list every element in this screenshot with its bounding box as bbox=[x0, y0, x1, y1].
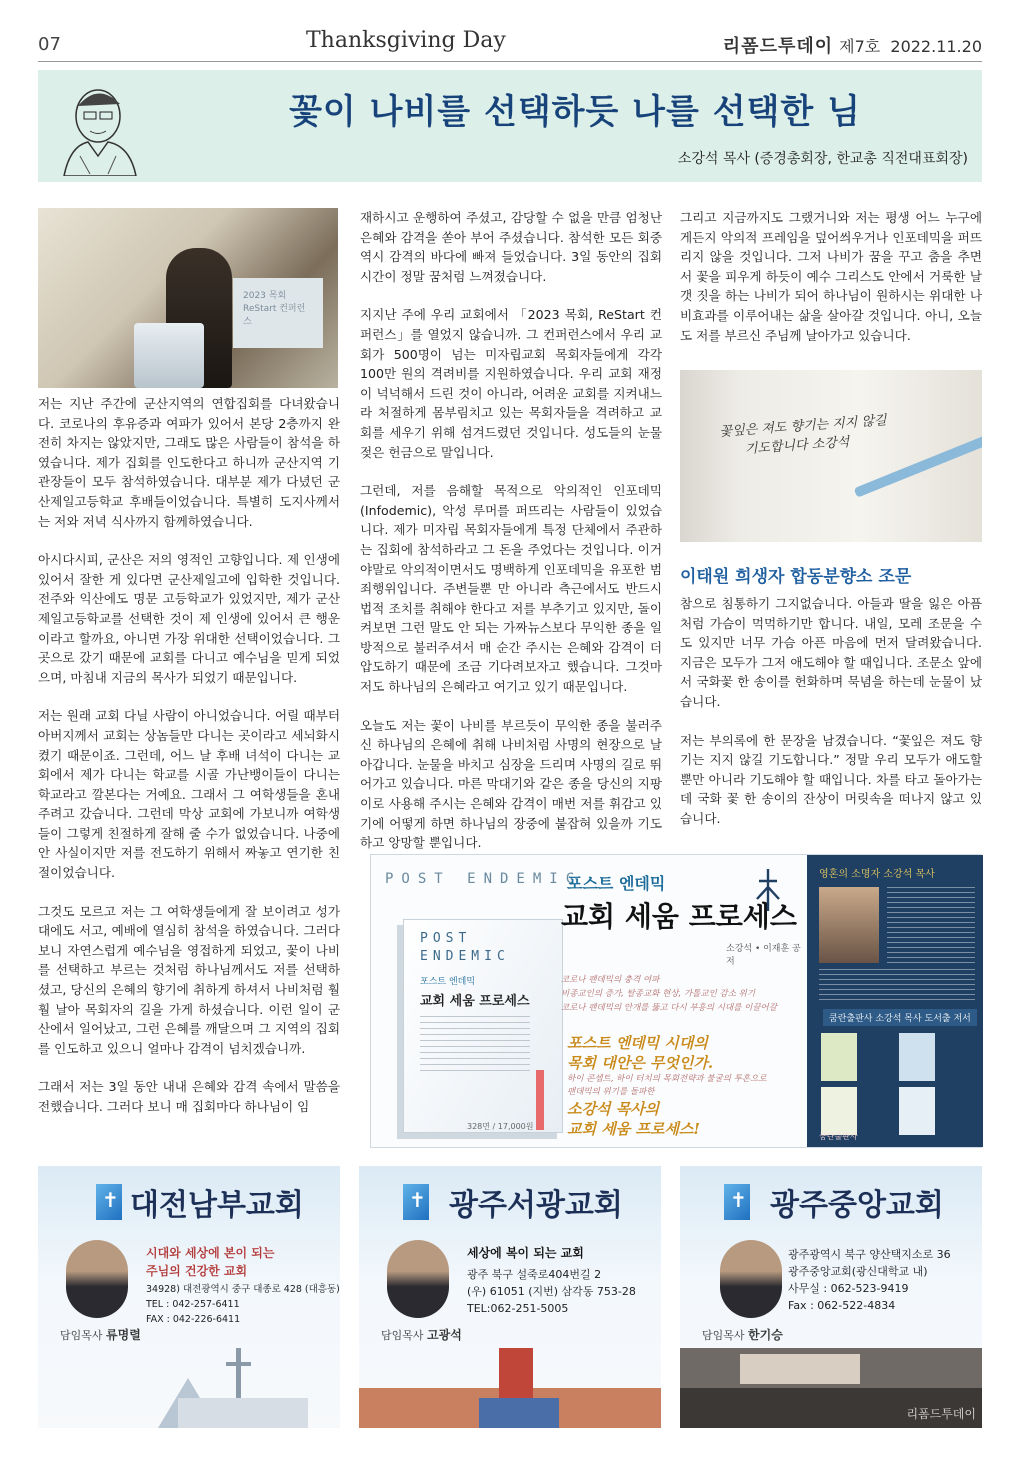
article-column-3b bbox=[680, 594, 982, 848]
ad-author-header: 영혼의 소명자 소강석 목사 bbox=[819, 869, 935, 880]
article-byline: 소강석 목사 (증경총회장, 한교총 직전대표회장) bbox=[677, 151, 968, 167]
issue-date: 2022.11.20 bbox=[890, 37, 982, 56]
pastor-label: 담임목사 고광석 bbox=[381, 1328, 462, 1342]
mini-book-cover bbox=[899, 1033, 935, 1081]
book-advertisement[interactable] bbox=[370, 854, 982, 1148]
article-column-1 bbox=[38, 394, 340, 1136]
handwritten-note: 꽃잎은 져도 향기는 지지 않길 기도합니다 소강석 bbox=[719, 413, 888, 458]
article-photo bbox=[38, 208, 338, 388]
cross-icon bbox=[96, 1184, 122, 1220]
book-cover-text-lines bbox=[420, 1016, 530, 1076]
article-column-3 bbox=[680, 208, 982, 364]
paragraph: 오늘도 저는 꽃이 나비를 부르듯이 무익한 종을 불러주신 하나님의 은혜에 취해 나비처럼 사명의 현장으로 날아갑니다. 눈물을 바치고 심장을 드리며 사명의 길로 뛰어가고 있습니다. 마른 막대기와 같은 종을 당신의 지팡이로 사용해 주시는 은혜와 감격이 매번 저를 휘감고 있기에 어떻게 하면 하나님의 장중에 붙잡혀 있을까 기도하고 앙망할 뿐입니다. bbox=[360, 717, 662, 851]
mini-book-cover bbox=[821, 1033, 857, 1081]
ad-price: 328면 / 17,000원 bbox=[467, 1122, 534, 1131]
paper-name: 리폼드투데이 bbox=[722, 36, 834, 57]
page-header bbox=[38, 28, 982, 62]
condolence-book-photo bbox=[680, 370, 982, 542]
church-contact: 광주 북구 설죽로404번길 2 (우) 61051 (지번) 삼각동 753-28 TEL:062-251-5005 bbox=[467, 1268, 636, 1315]
paragraph: 참으로 침통하기 그지없습니다. 아들과 딸을 잃은 아픔처럼 가슴이 먹먹하기만 합니다. 내일, 모레 조문을 수도 있지만 너무 가슴 아픈 마음에 먼저 달려왔습니다. 지금은 모두가 그저 애도해야 할 때입니다. 조문소 앞에서 국화꽃 한 송이를 헌화하며 묵념을 하는데 눈물이 났습니다. bbox=[680, 596, 982, 709]
paragraph: 재하시고 운행하여 주셨고, 감당할 수 없을 만큼 엄청난 은혜와 감격을 쏟아 부어 주셨습니다. 참석한 모든 회중 역시 감격의 바다에 빠져 들었습니다. 3일 동안의 집회 시간이 정말 꿈처럼 느껴졌습니다. bbox=[360, 210, 662, 284]
church-name: 광주서광교회 bbox=[449, 1188, 623, 1223]
paragraph: 그리고 지금까지도 그랬거니와 저는 평생 어느 누구에게든지 악의적 프레임을 덮어씌우거나 인포데믹을 퍼뜨리지 않을 것입니다. 그저 나비가 꿈을 꾸고 춤을 추면서 꽃을 피우게 하듯이 예수 그리스도 안에서 거룩한 날갯 짓을 하는 나비가 되어 하나님이 원하시는 위대한 나비효과를 이루어내는 삶을 살아갈 것입니다. 아니, 오늘도 저를 부르신 주님께 날아가고 있습니다. bbox=[680, 210, 982, 343]
paragraph: 지지난 주에 우리 교회에서 「2023 목회, ReStart 컨퍼런스」를 열었지 않습니까. 그 컨퍼런스에서 우리 교회가 500명이 넘는 미자립교회 목회자들에게 각각 100만 원의 격려비를 지원하였습니다. 우리 교회 재정이 넉넉해서 드린 것이 아니라, 어려운 교회를 지켜내느라 처절하게 몸부림치고 있는 목회자들을 격려하고 교회를 세우기 위해 섬겨드렸던 것입니다. 성도들의 눈물 젖은 헌금으로 말입니다. bbox=[360, 307, 662, 460]
paragraph: 그것도 모르고 저는 그 여학생들에게 잘 보이려고 성가대에도 서고, 예배에 열심히 참석을 하였습니다. 그러다보니 자연스럽게 예수님을 영접하게 되었고, 꽃이 나비를 선택하고 부르는 것처럼 하나님께서도 저를 선택하셨고, 당신의 은혜의 향기에 취하게 하셔서 나비처럼 훨훨 날아 목회자의 길을 가게 하셨습니다. 이런 일이 군산에서 일어났고, 그런 은혜를 깨달으며 그 지역의 집회를 인도하고 있으니 얼마나 감격이 넘치겠습니까. bbox=[38, 903, 340, 1056]
article-column-2 bbox=[360, 208, 662, 872]
author-bio-lines bbox=[887, 887, 975, 963]
book-cover-post-endemic: POST ENDEMIC bbox=[420, 931, 510, 964]
paragraph: 저는 지난 주간에 군산지역의 연합집회를 다녀왔습니다. 코로나의 후유증과 여파가 있어서 본당 2층까지 완전히 차지는 않았지만, 그래도 많은 사람들이 참석을 하였습니다. 제가 집회를 인도한다고 하니까 군산지역 기관장들이 모두 참석하였습니다. 대부분 제가 다녔던 군산제일고등학교 후배들이었습니다. 특별히 도지사께서는 저와 저녁 식사까지 함께하였습니다. bbox=[38, 396, 340, 529]
ad-cross-icon bbox=[755, 865, 781, 915]
paragraph: 저는 부의록에 한 문장을 남겼습니다. “꽃잎은 져도 향기는 지지 않길 기도합니다.” 정말 우리 모두가 애도할 뿐만 아니라 기도해야 할 때입니다. 차를 타고 돌아가는데 국화 꽃 한 송이의 잔상이 머릿속을 떠나지 않고 있습니다. bbox=[680, 732, 982, 826]
pastor-label: 담임목사 한기승 bbox=[702, 1328, 783, 1342]
paragraph: 그래서 저는 3일 동안 내내 은혜와 감격 속에서 말씀을 전했습니다. 그러다 보니 매 집회마다 하나님이 임 bbox=[38, 1079, 340, 1114]
church-contact: 34928) 대전광역시 중구 대종로 428 (대흥동) TEL : 042-257-6411 FAX : 042-226-6411 bbox=[146, 1284, 340, 1325]
ad-quote: 포스트 엔데믹 시대의 목회 대안은 무엇인가. 하이 콘셉트, 하이 터치의 목회전략과 불굴의 투혼으로 팬데믹의 위기를 돌파한 소강석 목사의 교회 세움 프로세스! bbox=[567, 1034, 767, 1138]
church-motto: 세상에 복이 되는 교회 bbox=[467, 1246, 584, 1260]
author-sketch-portrait bbox=[50, 76, 170, 176]
church-ad-gwangju-jungang[interactable] bbox=[680, 1166, 982, 1428]
page-number: 07 bbox=[38, 34, 61, 55]
paragraph: 그런데, 저를 음해할 목적으로 악의적인 인포데믹(Infodemic), 악성 루머를 퍼뜨리는 사람들이 있었습니다. 제가 미자립 목회자들에게 특정 단체에서 주관하는 집회에 참석하라고 그 돈을 주었다는 것입니다. 이거야말로 악의적이면서도 명백하게 인포데믹을 유포한 범죄행위입니다. 주변들뿐 만 아니라 측근에서도 반드시 법적 조치를 취해야 한다고 저를 부추기고 있지만, 돌이켜보면 그런 말도 안 되는 가짜뉴스보다 무익한 종을 일방적으로 불러주셔서 매 순간 주시는 은혜와 감격이 더 압도하기 때문에 조금 기다려보자고 했습니다. 그것마저도 하나님의 은혜라고 여기고 있기 때문입니다. bbox=[360, 483, 662, 695]
mini-book-cover bbox=[821, 1087, 857, 1135]
book-cover-subtitle: 포스트 엔데믹 bbox=[420, 977, 476, 987]
paragraph: 저는 원래 교회 다닐 사람이 아니었습니다. 어릴 때부터 아버지께서 교회는 상놈들만 다니는 곳이라고 세뇌화시켰기 때문이죠. 그런데, 어느 날 후배 녀석이 다니는 교회에서 제가 다니는 학교를 시골 가난뱅이들이 다니는 학교라고 깔본다는 거예요. 그래서 그 여학생들을 혼내주려고 갔습니다. 그런데 막상 교회에 가보니까 여학생들이 그렇게 친절하게 잘해 줄 수가 없었습니다. 나중에 안 사실이지만 저를 전도하기 위해서 짜놓고 연기한 친절이었습니다. bbox=[38, 708, 340, 881]
book-cover-bar bbox=[536, 1070, 544, 1130]
author-bio-lines bbox=[819, 969, 975, 1001]
church-building-image bbox=[38, 1348, 340, 1428]
conference-screen: 2023 목회 ReStart 컨퍼런스 bbox=[233, 278, 323, 348]
cross-icon bbox=[403, 1184, 429, 1220]
church-ad-gwangju-seogwang[interactable] bbox=[359, 1166, 661, 1428]
article-title: 꽃이 나비를 선택하듯 나를 선택한 님 bbox=[289, 92, 861, 132]
ad-authors: 소강석 • 이재훈 공저 bbox=[726, 944, 801, 967]
ad-title-big: 교회 세움 프로세스 bbox=[561, 900, 797, 933]
book-cover-title: 교회 세움 프로세스 bbox=[420, 994, 530, 1009]
ad-post-endemic-text: POST ENDEMIC bbox=[385, 871, 583, 887]
paragraph: 아시다시피, 군산은 저의 영적인 고향입니다. 제 인생에 있어서 잘한 게 있다면 군산제일고에 입학한 것입니다. 전주와 익산에도 명문 고등학교가 있었지만, 제가 군산제일고등학교를 선택한 것이 제 인생에 있어서 큰 행운이라고 할까요, 아니면 가장 위대한 선택이었습니다. 그곳으로 갔기 때문에 교회를 다니고 예수님을 믿게 되었으며, 마침내 지금의 목사가 되었기 때문입니다. bbox=[38, 552, 340, 685]
book-cover bbox=[403, 919, 563, 1133]
ad-author-panel bbox=[807, 855, 983, 1147]
masthead bbox=[723, 32, 982, 58]
pastor-photo bbox=[720, 1240, 782, 1318]
church-building-image bbox=[359, 1348, 661, 1428]
church-contact: 광주광역시 북구 양산택지소로 36 광주중앙교회(광신대학교 내) 사무실 : 062-523-9419 Fax : 062-522-4834 bbox=[788, 1248, 951, 1312]
ad-blurb: 코로나 팬데믹의 충격 여파 비종교인의 증가, 탈종교화 현상, 가톨교인 감소 위기 코로나 팬데믹의 안개를 뚫고 다시 부흥의 시대를 이끌어갈 bbox=[561, 975, 777, 1013]
pastor-photo bbox=[387, 1240, 449, 1318]
watermark: 리폼드투데이 bbox=[906, 1407, 976, 1421]
cross-icon bbox=[724, 1184, 750, 1220]
ad-main-panel bbox=[371, 855, 807, 1147]
church-name: 광주중앙교회 bbox=[770, 1188, 944, 1223]
podium bbox=[134, 323, 204, 388]
section-title: Thanksgiving Day bbox=[306, 28, 506, 53]
church-motto: 시대와 세상에 본이 되는 주님의 건강한 교회 bbox=[146, 1246, 275, 1278]
ad-title-small: 포스트 엔데믹 bbox=[567, 874, 666, 893]
mini-book-cover bbox=[899, 1087, 935, 1135]
subheading: 이태원 희생자 합동분향소 조문 bbox=[680, 567, 912, 587]
pastor-photo bbox=[66, 1240, 128, 1318]
publisher-name: 쿰란출판사 bbox=[819, 1132, 858, 1141]
church-ad-daejeon[interactable] bbox=[38, 1166, 340, 1428]
pastor-label: 담임목사 류명렬 bbox=[60, 1328, 141, 1342]
author-photo bbox=[819, 887, 879, 963]
ad-books-caption: 쿰란출판사 소강석 목사 도서출 저서 bbox=[823, 1009, 977, 1026]
church-name: 대전남부교회 bbox=[130, 1188, 304, 1223]
issue-number: 제7호 bbox=[839, 37, 881, 56]
article-title-box bbox=[38, 70, 982, 182]
